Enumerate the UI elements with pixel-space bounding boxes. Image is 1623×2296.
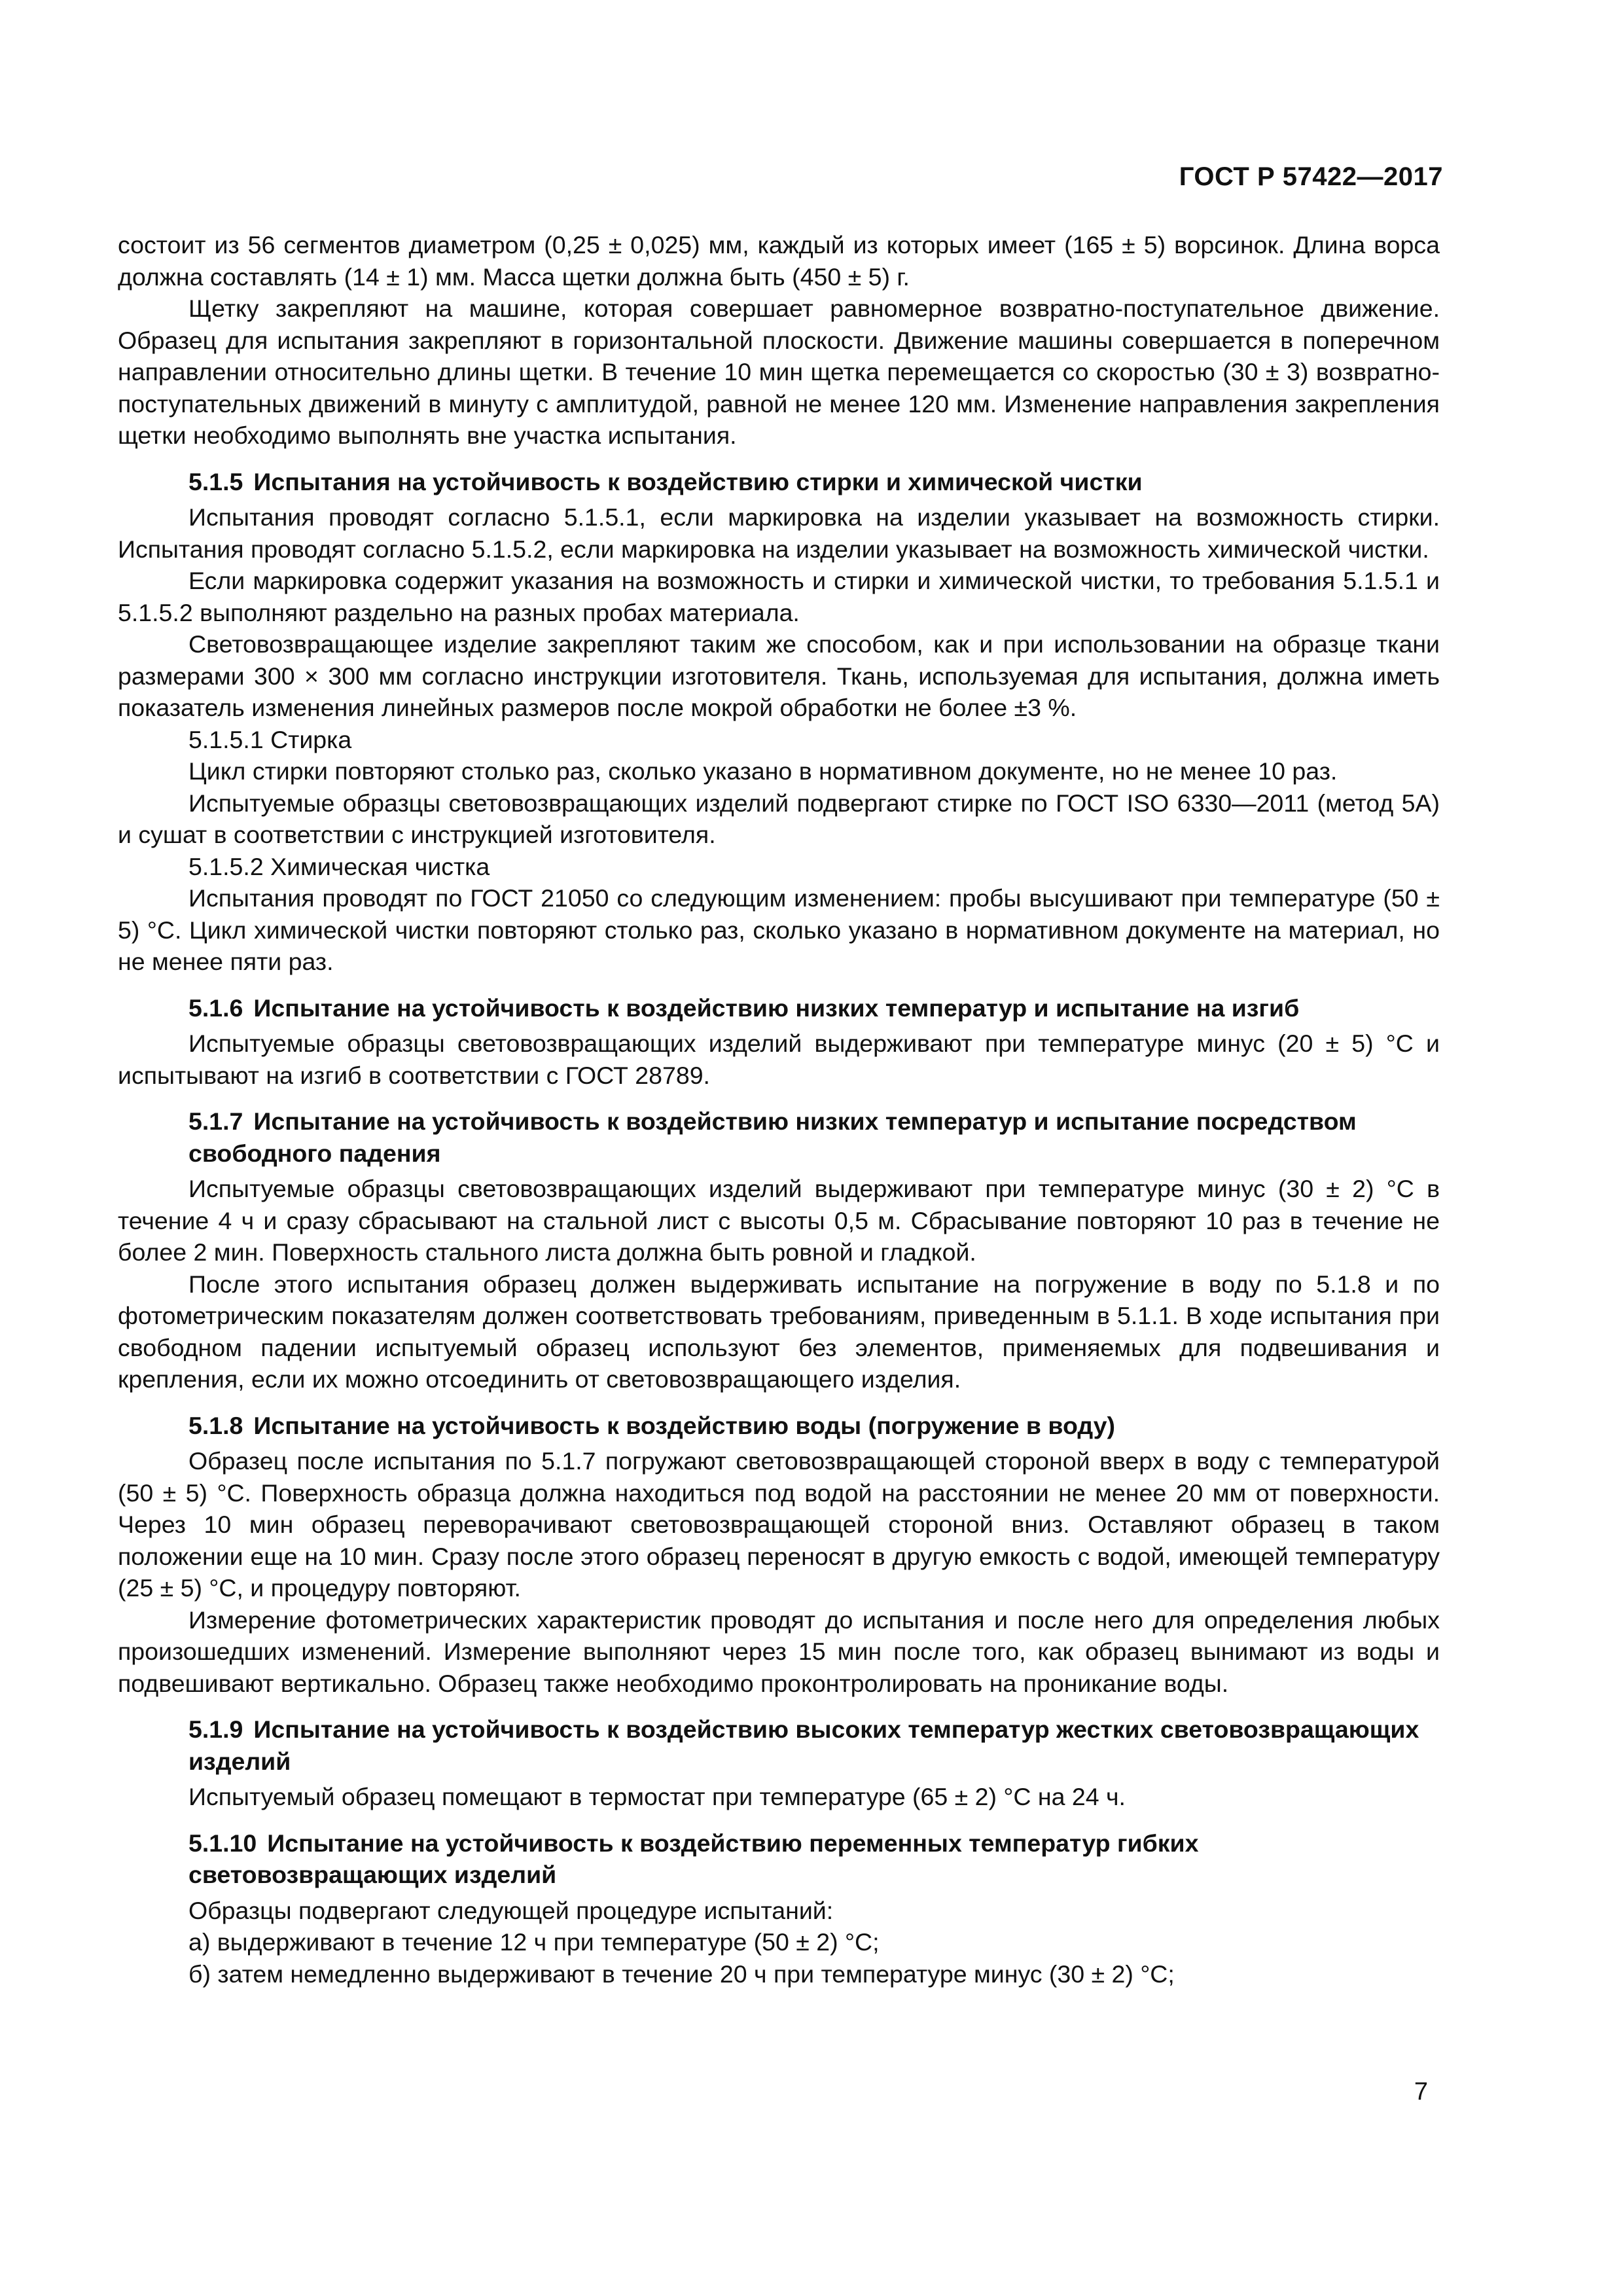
paragraph: Если маркировка содержит указания на возможность и стирки и химической чистки, то требования 5.1.5.1 и 5.1.5.2 выполняют раздельно на разных пробах материала. (118, 567, 1440, 626)
paragraph: Измерение фотометрических характеристик проводят до испытания и после него для определения любых произошедших изменений. Измерение выполняют через 15 мин после того, как образец вынимают из воды и подвешивают вертикально. Образец также необходимо проконтролировать на проникание воды. (118, 1605, 1440, 1697)
paragraph: Образец после испытания по 5.1.7 погружают световозвращающей стороной вверх в воду с температурой (50 ± 5) °С. Поверхность образца должна находиться под водой на расстоянии не менее 20 мм от поверхности. Через 10 мин образец переворачивают световозвращающей стороной вниз. Оставляют образец в таком положении еще на 10 мин. Сразу после этого образец переносят в другую емкость с водой, имеющей температуру (25 ± 5) °С, и процедуру повторяют. (118, 1447, 1440, 1602)
paragraph: Образцы подвергают следующей процедуре испытаний: (188, 1896, 834, 1924)
section-title: Испытание на устойчивость к воздействию низких температур и испытание на изгиб (253, 994, 1300, 1022)
paragraph: Испытуемые образцы световозвращающих изделий выдерживают при температуре минус (30 ± 2) °С в течение 4 ч и сразу сбрасывают на стальной лист с высоты 0,5 м. Сбрасывание повторяют 10 раз в течение не более 2 мин. Поверхность стального листа должна быть ровной и гладкой. (118, 1175, 1440, 1266)
section-heading (118, 466, 1440, 498)
section-title: Испытания на устойчивость к воздействию стирки и химической чистки (253, 467, 1143, 495)
page-number: 7 (1414, 2078, 1428, 2106)
section-title: Испытание на устойчивость к воздействию воды (погружение в воду) (253, 1411, 1115, 1439)
paragraph: Световозвращающее изделие закрепляют таким же способом, как и при использовании на образце ткани размерами 300 × 300 мм согласно инструкции изготовителя. Ткань, используемая для испытания, должна иметь показатель изменения линейных размеров после мокрой обработки не более ±3 %. (118, 630, 1440, 721)
paragraph: Испытания проводят по ГОСТ 21050 со следующим изменением: пробы высушивают при температуре (50 ± 5) °С. Цикл химической чистки повторяют столько раз, сколько указано в нормативном документе на материал, но не менее пяти раз. (118, 884, 1440, 975)
document-body (118, 229, 1440, 1990)
section-number: 5.1.9 (188, 1715, 243, 1743)
paragraph: После этого испытания образец должен выдерживать испытание на погружение в воду по 5.1.8 и по фотометрическим показателям должен соответствовать требованиям, приведенным в 5.1.1. В ходе испытания при свободном падении испытуемый образец используют без элементов, применяемых для подвешивания и крепления, если их можно отсоединить от световозвращающего изделия. (118, 1270, 1440, 1393)
section-number: 5.1.6 (188, 994, 243, 1022)
paragraph: Испытания проводят согласно 5.1.5.1, если маркировка на изделии указывает на возможность стирки. Испытания проводят согласно 5.1.5.2, если маркировка на изделии указывает на возможность химической чистки. (118, 503, 1440, 563)
list-item-b: б) затем немедленно выдерживают в течение 20 ч при температуре минус (30 ± 2) °С; (188, 1960, 1175, 1988)
subsection-title: 5.1.5.1 Стирка (188, 725, 352, 753)
paragraph: Щетку закрепляют на машине, которая совершает равномерное возвратно-поступательное движение. Образец для испытания закрепляют в горизонтальной плоскости. Движение машины совершается в поперечном направлении относительно длины щетки. В течение 10 мин щетка перемещается со скоростью (30 ± 3) возвратно-поступательных движений в минуту с амплитудой, равной не менее 120 мм. Изменение направления закрепления щетки необходимо выполнять вне участка испытания. (118, 295, 1440, 449)
paragraph: Цикл стирки повторяют столько раз, сколько указано в нормативном документе, но не менее 10 раз. (188, 757, 1338, 785)
section-heading (118, 1410, 1440, 1442)
paragraph: Испытуемые образцы световозвращающих изделий выдерживают при температуре минус (20 ± 5) °С и испытывают на изгиб в соответствии с ГОСТ 28789. (118, 1030, 1440, 1089)
section-heading (118, 1827, 1440, 1891)
section-heading (118, 1105, 1440, 1169)
section-title: Испытание на устойчивость к воздействию переменных температур гибких световозвращающих изделий (188, 1829, 1199, 1888)
section-number: 5.1.7 (188, 1107, 243, 1135)
paragraph: Испытуемый образец помещают в термостат при температуре (65 ± 2) °С на 24 ч. (188, 1783, 1126, 1810)
paragraph: Испытуемые образцы световозвращающих изделий подвергают стирке по ГОСТ ISO 6330—2011 (метод 5А) и сушат в соответствии с инструкцией изготовителя. (118, 789, 1440, 848)
document-code-header: ГОСТ Р 57422—2017 (1179, 162, 1443, 191)
section-heading (118, 1713, 1440, 1777)
section-title: Испытание на устойчивость к воздействию высоких температур жестких световозвращающих изделий (188, 1715, 1419, 1775)
paragraph: состоит из 56 сегментов диаметром (0,25 ± 0,025) мм, каждый из которых имеет (165 ± 5) ворсинок. Длина ворса должна составлять (14 ± 1) мм. Масса щетки должна быть (450 ± 5) г. (118, 231, 1440, 291)
section-heading (118, 992, 1440, 1024)
section-number: 5.1.10 (188, 1829, 257, 1857)
section-number: 5.1.8 (188, 1411, 243, 1439)
subsection-title: 5.1.5.2 Химическая чистка (188, 852, 490, 880)
section-title: Испытание на устойчивость к воздействию низких температур и испытание посредством свободного падения (188, 1107, 1357, 1167)
list-item-a: а) выдерживают в течение 12 ч при температуре (50 ± 2) °С; (188, 1928, 880, 1956)
section-number: 5.1.5 (188, 467, 243, 495)
